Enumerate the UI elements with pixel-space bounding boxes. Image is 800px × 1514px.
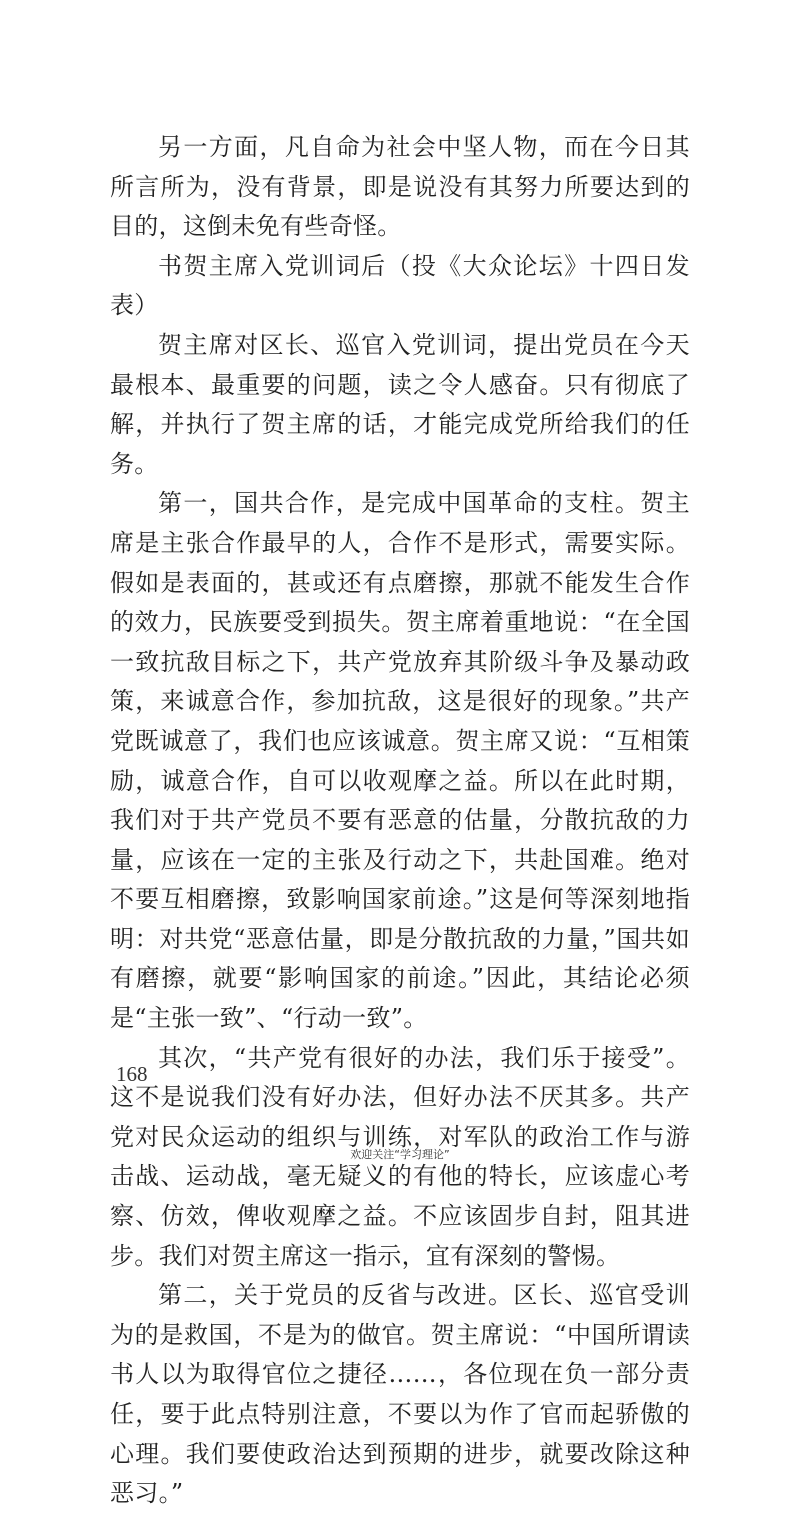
paragraph: 贺主席对区长、巡官入党训词，提出党员在今天最根本、最重要的问题，读之令人感奋。只有彻底了解，并执行了贺主席的话，才能完成党所给我们的任务。 — [110, 330, 690, 478]
paragraph: 第二，关于党员的反省与改进。区长、巡官受训为的是救国，不是为的做官。贺主席说：“中国所谓读书人以为取得官位之捷径……，各位现在负一部分责任，要于此点特别注意，不要以为作了官而起骄傲的心理。我们要使政治达到预期的进步，就要改除这种恶习。” — [110, 1281, 690, 1508]
article-title: 书贺主席入党训词后（投《大众论坛》十四日发表） — [110, 251, 690, 320]
paragraph: 另一方面，凡自命为社会中坚人物，而在今日其所言所为，没有背景，即是说没有其努力所要达到的目的，这倒未免有些奇怪。 — [110, 133, 690, 241]
paragraph: 第一，国共合作，是完成中国革命的支柱。贺主席是主张合作最早的人，合作不是形式，需要实际。假如是表面的，甚或还有点磨擦，那就不能发生合作的效力，民族要受到损失。贺主席着重地说：“在全国一致抗敌目标之下，共产党放弃其阶级斗争及暴动政策，来诚意合作，参加抗敌，这是很好的现象。”共产党既诚意了，我们也应该诚意。贺主席又说：“互相策励，诚意合作，自可以收观摩之益。所以在此时期，我们对于共产党员不要有恶意的估量，分散抗敌的力量，应该在一定的主张及行动之下，共赴国难。绝对不要互相磨擦，致影响国家前途。”这是何等深刻地指明：对共党“恶意估量，即是分散抗敌的力量，”国共如有磨擦，就要“影响国家的前途。”因此，其结论必须是“主张一致”、“行动一致”。 — [110, 489, 690, 1033]
body-text — [110, 128, 690, 1514]
paragraph: 其次，“共产党有很好的办法，我们乐于接受”。这不是说我们没有好办法，但好办法不厌其多。共产党对民众运动的组织与训练，对军队的政治工作与游击战、运动战，毫无疑义的有他的特长，应该虚心考察、仿效，俾收观摩之益。不应该固步自封，阻其进步。我们对贺主席这一指示，宜有深刻的警惕。 — [110, 1043, 690, 1270]
page-number: 168 — [116, 1062, 148, 1086]
footer-note: 欢迎关注“学习理论” — [350, 1148, 450, 1161]
